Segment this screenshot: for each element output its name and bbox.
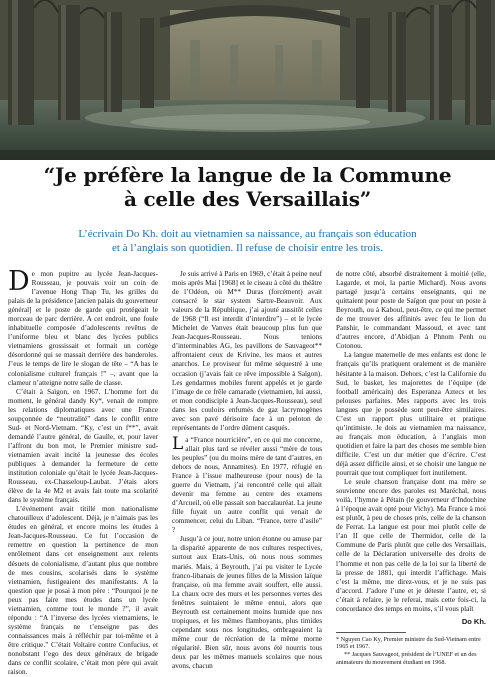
paragraph: L’événement avait titillé mon nationalisme chatouilleux d’adolescent. Déjà, je n’aimais pas les études en général, et encore moins les études à Jean-Jacques-Rousseau. Ce fut l’occasion de remettre en question la pertinence de mon enrôlement dans cet enseignement aux relents désuets de colonialisme, d’autant plus que nombre de mes cousins, scolarisés dans le système vietnamien, fustigeaient des manifestants. A la question que je posai à mon père : “Pourquoi je ne peux pas faire mes études dans un lycée vietnamien, comme tout le monde ?”, il avait répondu : “A l’inverse des lycées vietnamiens, le système français ne t’enseigne pas des connaissances mais à réfléchir par toi-même et à être critique.” C’était Voltaire contre Confucius, et nonobstant l’ego des deux généraux de brigade dans ce conflit scolaire, c’était mon père qui avait raison. [8, 505, 158, 677]
paragraph: La langue maternelle de mes enfants est donc le français qu’ils pratiquent oralement et de manière hésitante à la maison. Dehors, c’est la Californie du Sud, le basket, les majorettes de l’équipe (de football américain) des Esperanza Aztecs et les pelouses parfaites. Mes rapports avec les trois langues que je possède sont peut-être similaires. C’est un rapport plus utilitaire et pratique qu’intimiste. Je dois au vietnamien ma naissance, au français mon éducation, à l’anglais mon quotidien et faire la part des choses me semble bien difficile. C’est un dur métier que d’écrire. C’est déjà assez difficile ainsi, et se choisir une langue ne pourrait que tout compliquer fort inutilement. [336, 351, 486, 478]
headline [10, 163, 485, 211]
lede [20, 228, 475, 255]
paragraph: Jusqu’à ce jour, notre union étonne ou amuse par la disparité apparente de nos cultures respectives, surtout aux Etats-Unis, où nous nous sommes mariés. Mais, à Beyrouth, j’ai pu visiter le Lycée franco-libanais de jeunes filles de la Mission laïque française, où ma femme avait souffert, elle aussi. La chaux ocre des murs et les personnes vertes des fenêtres suintaient le même ennui, alors que Beyrouth est certainement moins humide que nos tropiques, et les mêmes flamboyants, plus timides cependant sous nos longitudes, ombrageaient la même cour de récréation de la même morne régularité. Bien sûr, nous avons été nourris tous deux par les mêmes manuels scolaires que nous avons, chacun [172, 535, 322, 671]
header-photo [0, 0, 495, 160]
paragraph-text: a “France nourricière”, en ce qui me concerne, allait plus tard se révéler aussi “mère de tous les peuples” (ou du moins mère de tant d’autres, en dehors de nous, Annamites). En 1977, réfugié en France à l’issue malheureuse (pour nous) de la guerre du Vietnam, j’ai rencontré celle qui allait devenir ma femme au centre des examens d’Arcueil, où elle passait son baccalauréat. La jeune fille fuyait un autre conflit qui venait de commencer, celui du Liban. “France, terre d’asile” ? [172, 435, 322, 535]
headline-line-2: à celle des Versaillais” [123, 187, 372, 211]
column-2 [172, 270, 322, 671]
column-3 [336, 270, 486, 666]
footnote-divider [336, 632, 406, 633]
lede-line-1: L’écrivain Do Kh. doit au vietnamien sa naissance, au français son éducation [78, 228, 417, 240]
footnote-1: * Nguyen Cao Ky, Premier ministre du Sud-Vietnam entre 1965 et 1967. [336, 635, 481, 651]
lede-line-2: et à l’anglais son quotidien. Il refuse de choisir entre les trois. [112, 241, 383, 254]
column-1 [8, 266, 158, 677]
paragraph: Je suis arrivé à Paris en 1969, c’était à peine neuf mois après Mai [1968] et le ciseau à côté du théâtre de l’Odéon, où M** Duras (forcément) avait consacré le star system Sartre-Beauvoir. Aux valeurs de la République, j’ai ajouté aussitôt celles de 1968 (“Il est interdit d’interdire”) – et le lycée Michelet de Vanves était beaucoup plus fun que Jean-Jacques-Rousseau. Nous tenions d’interminables AG, les pavillons de Sauvageot** affrontaient ceux de Krivine, les maos et autres anarchos. Le proviseur fut même séquestré à une occasion (j’avais fait ce rêve impossible à Saïgon). Les gendarmes mobiles furent appelés et je garde l’image de ce frêle camarade (vietnamien, lui aussi, et mon condisciple à Jean-Jacques-Rousseau), seul dans les couloirs enfumés de gaz lacrymogènes avec son pavé dérisoire face à un peloton de représentants de l’ordre dûment casqués. [172, 270, 322, 432]
drop-cap: L [172, 433, 184, 454]
paragraph: C’était à Saïgon, en 1967. L’homme fort du moment, le général dandy Ky*, venait de rompre les relations diplomatiques avec une France soupçonnée de “neutralité” dans le conflit entre Sud- et Nord-Vietnam. “Ky, c’est un f**”, avait demandé l’autre général, de Gaulle, et, pour laver l’affront du bon mot, le Premier ministre sud-vietnamien avait incité la jeunesse des écoles publiques à demander la fermeture de cette institution coloniale qu’était le lycée Jean-Jacques-Rousseau, ex-Chasseloup-Laubat. J’étais alors élève de la 4e M2 et avais fait toute ma scolarité dans le système français. [8, 387, 158, 505]
paragraph: Le seule chanson française dont ma mère se souvienne encore des paroles est Maréchal, nous voilà, l’hymne à Pétain (le gouverneur d’Indochine à l’époque avait opté pour Vichy). Ma France à moi est plutôt, à peu de choses près, celle de la chanson de Ferrat. La langue est pour moi plutôt celle de l’an II que celle de Thermidor, celle de la Commune de Paris plutôt que celle des Versaillais, celle de la Déclaration universelle des droits de l’homme et non pas celle de la loi sur la liberté de la presse de 1881, qui interdit l’affichage. Mais c’est la même, me direz-vous, et je ne suis pas d’accord. J’adore l’une et je déteste l’autre, et, si c’était à refaire, je le referai, mais cette fois-ci, la concordance des temps en moins, s’il vous plaît [336, 478, 486, 613]
paragraph: de notre côté, absorbé distraitement à moitié (elle, Lagarde, et moi, la partie Michard). Nous avons partagé jusqu’à certains enseignants, qui ne quittaient pour poste de Saïgon que pour un poste à Beyrouth, ou à Kaboul, peut-être, ce qui me permet de me trouver des affinités avec feu le lion du Panshir, le commandant Massoud, et avec tant d’autres encore, d’Abidjan à Phnom Penh ou Cotonou. [336, 270, 486, 351]
footnotes [336, 636, 486, 666]
paragraph [172, 433, 322, 536]
paragraph [8, 266, 158, 388]
headline-line-1: “Je préfère la langue de la Commune [43, 163, 452, 187]
paragraph-text: e mon pupitre au lycée Jean-Jacques-Rousseau, je pouvais voir un coin de l’avenue Hong Thap Tu, les grilles du palais de la présidence [ancien palais du gouverneur général] et le poste de garde qui protégeait le morceau de parc derrière. A cet endroit, une foule inhabituelle composée d’adolescents revêtus de l’uniforme bleu et blanc des lycées publics vietnamiens grossissait et formait un cortège désordonné qui se massait derrière des banderoles. J’eus le temps de lire le slogan de tête – “A bas le colonialisme culturel français !” –, avant que la clameur n’atteigne notre salle de classe. [8, 270, 158, 387]
colonnade-illustration [0, 0, 495, 160]
footnote-2: ** Jacques Sauvageot, président de l’UNEF et un des animateurs du mouvement étudiant en 1968. [336, 651, 477, 666]
author-signature: Do Kh. [461, 616, 486, 626]
drop-cap: D [8, 266, 30, 297]
